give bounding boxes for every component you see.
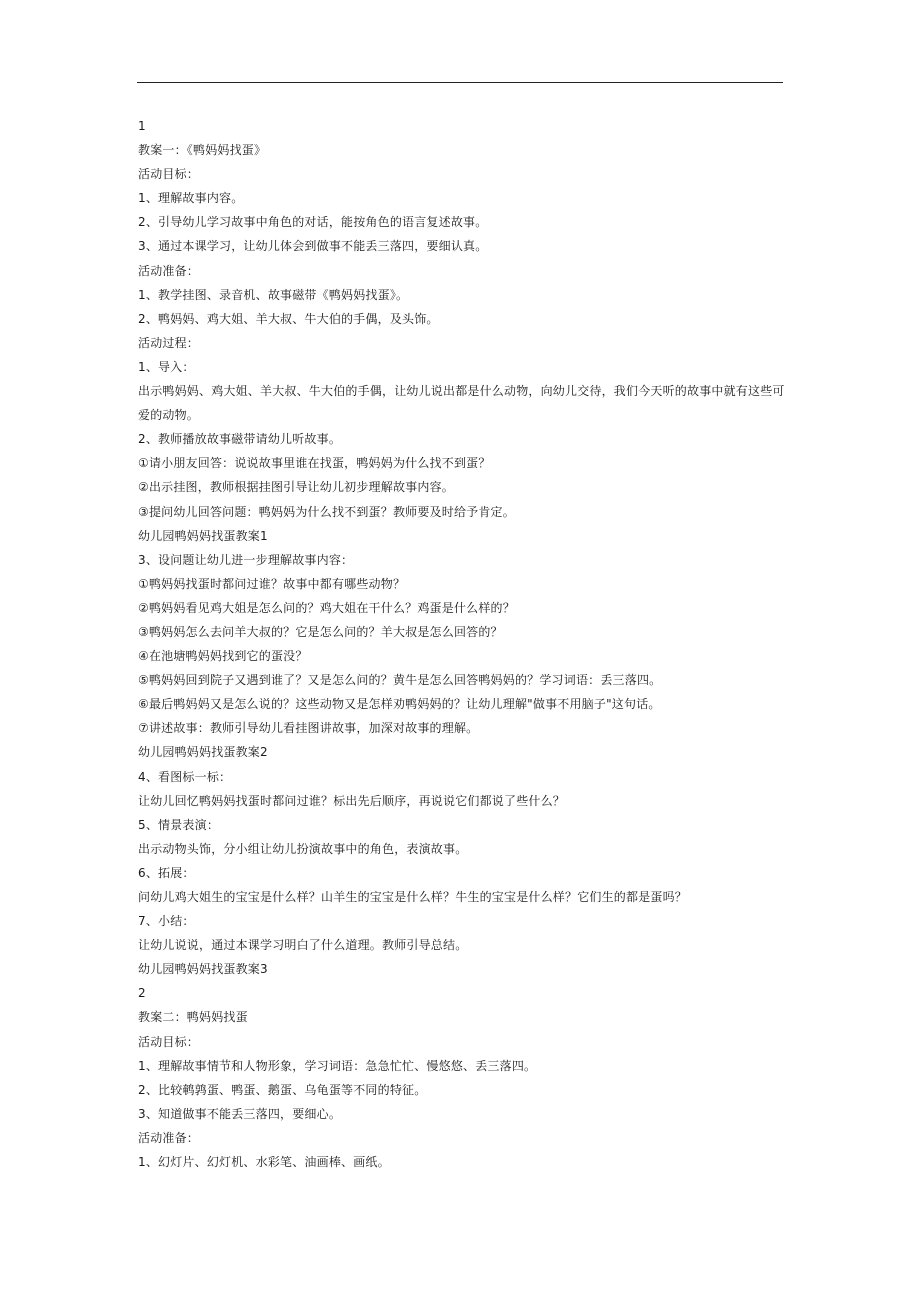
text-line: ⑦讲述故事：教师引导幼儿看挂图讲故事，加深对故事的理解。 (138, 721, 479, 736)
text-line: ①鸭妈妈找蛋时都问过谁？故事中都有哪些动物？ (138, 576, 406, 591)
section-caption: 幼儿园鸭妈妈找蛋教案1 (138, 528, 268, 543)
section-heading: 活动目标： (138, 167, 200, 182)
text-line: 出示动物头饰，分小组让幼儿扮演故事中的角色，表演故事。 (138, 841, 468, 856)
text-line: 1、导入： (138, 359, 195, 374)
text-line: 6、拓展： (138, 865, 195, 880)
section-caption: 幼儿园鸭妈妈找蛋教案3 (138, 962, 268, 977)
text-line: 1、理解故事内容。 (138, 191, 244, 206)
text-line: ②鸭妈妈看见鸡大姐是怎么问的？鸡大姐在干什么？鸡蛋是什么样的？ (138, 600, 515, 615)
text-line: 让幼儿说说，通过本课学习明白了什么道理。教师引导总结。 (138, 938, 468, 953)
text-line: ③提问幼儿回答问题：鸭妈妈为什么找不到蛋？教师要及时给予肯定。 (138, 504, 515, 519)
text-line: ②出示挂图，教师根据挂图引导让幼儿初步理解故事内容。 (138, 480, 454, 495)
text-line: 7、小结： (138, 914, 195, 929)
section-heading: 活动准备： (138, 263, 200, 278)
document-body (138, 114, 788, 1174)
text-line: ④在池塘鸭妈妈找到它的蛋没？ (138, 649, 308, 664)
text-line: ⑤鸭妈妈回到院子又遇到谁了？又是怎么问的？黄牛是怎么回答鸭妈妈的？学习词语：丢三落四。 (138, 673, 662, 688)
text-line: 2、鸭妈妈、鸡大姐、羊大叔、牛大伯的手偶，及头饰。 (138, 311, 439, 326)
text-line: 3、通过本课学习，让幼儿体会到做事不能丢三落四，要细认真。 (138, 239, 488, 254)
section-number-2: 2 (138, 986, 146, 1001)
text-line: 问幼儿鸡大姐生的宝宝是什么样？山羊生的宝宝是什么样？牛生的宝宝是什么样？它们生的都是蛋吗？ (138, 890, 688, 904)
text-line: 4、看图标一标： (138, 769, 232, 784)
section-heading: 活动准备： (138, 1130, 200, 1145)
text-line: 2、引导幼儿学习故事中角色的对话，能按角色的语言复述故事。 (138, 215, 488, 230)
text-line: ③鸭妈妈怎么去问羊大叔的？它是怎么问的？羊大叔是怎么回答的？ (138, 624, 503, 639)
text-line: 5、情景表演： (138, 817, 220, 832)
text-line: 2、比较鹌鹑蛋、鸭蛋、鹅蛋、乌龟蛋等不同的特征。 (138, 1082, 427, 1097)
text-line: 3、设问题让幼儿进一步理解故事内容： (138, 552, 354, 567)
lesson-plan-title: 教案一：《鸭妈妈找蛋》 (138, 143, 267, 158)
text-line: ①请小朋友回答：说说故事里谁在找蛋，鸭妈妈为什么找不到蛋？ (138, 456, 491, 471)
section-heading: 活动过程： (138, 335, 200, 350)
text-line: 1、理解故事情节和人物形象，学习词语：急急忙忙、慢悠悠、丢三落四。 (138, 1058, 537, 1073)
header-rule (137, 82, 783, 83)
text-line: 1、幻灯片、幻灯机、水彩笔、油画棒、画纸。 (138, 1155, 390, 1170)
lesson-plan-title: 教案二：鸭妈妈找蛋 (138, 1010, 248, 1025)
text-line: 2、教师播放故事磁带请幼儿听故事。 (138, 432, 342, 447)
section-heading: 活动目标： (138, 1034, 200, 1049)
text-paragraph: 出示鸭妈妈、鸡大姐、羊大叔、牛大伯的手偶，让幼儿说出都是什么动物，向幼儿交待，我们今天听的故事中就有这些可爱的动物。 (138, 384, 785, 423)
text-line: ⑥最后鸭妈妈又是怎么说的？这些动物又是怎样劝鸭妈妈的？让幼儿理解"做事不用脑子"这句话。 (138, 697, 661, 712)
text-line: 3、知道做事不能丢三落四，要细心。 (138, 1106, 342, 1121)
section-number-1: 1 (138, 119, 146, 133)
text-line: 1、教学挂图、录音机、故事磁带《鸭妈妈找蛋》。 (138, 287, 409, 302)
section-caption: 幼儿园鸭妈妈找蛋教案2 (138, 745, 268, 760)
text-line: 让幼儿回忆鸭妈妈找蛋时都问过谁？标出先后顺序，再说说它们都说了些什么？ (138, 793, 566, 808)
